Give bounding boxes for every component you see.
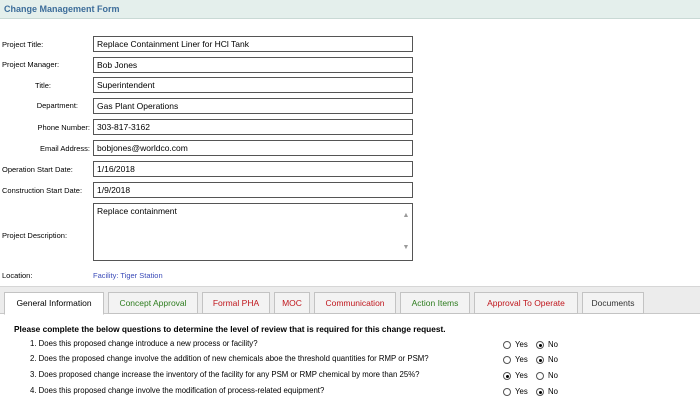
- operation-start-input[interactable]: 1/16/2018: [93, 161, 413, 177]
- radio-no-label: No: [548, 371, 558, 380]
- radio-yes-q3[interactable]: [503, 372, 511, 380]
- question-3: 3. Does proposed change increase the inventory of the facility for any PSM or RMP chemical by more than 25%?: [30, 370, 420, 379]
- tab-formal-pha[interactable]: [202, 292, 270, 314]
- department-input[interactable]: Gas Plant Operations: [93, 98, 413, 114]
- radio-yes-label: Yes: [515, 387, 528, 396]
- project-description-label: Project Description:: [2, 231, 68, 240]
- radio-no-q1[interactable]: [536, 341, 544, 349]
- project-description-text: Replace containment: [97, 206, 177, 216]
- phone-input[interactable]: 303-817-3162: [93, 119, 413, 135]
- radio-no-q4[interactable]: [536, 388, 544, 396]
- project-manager-input[interactable]: Bob Jones: [93, 57, 413, 73]
- tab-label: General Information: [16, 298, 92, 308]
- construction-start-input[interactable]: 1/9/2018: [93, 182, 413, 198]
- radio-yes-q1[interactable]: [503, 341, 511, 349]
- tab-approval-to-operate[interactable]: [474, 292, 578, 314]
- email-input[interactable]: bobjones@worldco.com: [93, 140, 413, 156]
- question-1: 1. Does this proposed change introduce a new process or facility?: [30, 339, 258, 348]
- radio-no-label: No: [548, 387, 558, 396]
- radio-yes-label: Yes: [515, 355, 528, 364]
- tab-label: Communication: [325, 298, 385, 308]
- title-input[interactable]: Superintendent: [93, 77, 413, 93]
- radio-no-label: No: [548, 355, 558, 364]
- location-label: Location:: [2, 271, 33, 280]
- tab-label: Action Items: [411, 298, 459, 308]
- radio-no-q2[interactable]: [536, 356, 544, 364]
- scroll-up-icon[interactable]: ▲: [402, 212, 410, 219]
- page-title: Change Management Form: [4, 4, 120, 14]
- tab-label: Concept Approval: [119, 298, 187, 308]
- tab-general-information[interactable]: [4, 292, 104, 315]
- radio-yes-label: Yes: [515, 340, 528, 349]
- textarea-scrollbar[interactable]: [400, 204, 412, 260]
- location-value: Facility: Tiger Station: [93, 271, 163, 280]
- tab-label: Formal PHA: [212, 298, 260, 308]
- tab-label: Documents: [591, 298, 635, 308]
- tab-communication[interactable]: [314, 292, 396, 314]
- phone-label: Phone Number:: [37, 123, 90, 132]
- title-label: Title:: [35, 81, 51, 90]
- tab-concept-approval[interactable]: [108, 292, 198, 314]
- radio-no-label: No: [548, 340, 558, 349]
- operation-start-label: Operation Start Date:: [2, 165, 73, 174]
- tab-label: Approval To Operate: [487, 298, 565, 308]
- scroll-down-icon[interactable]: ▼: [402, 244, 410, 251]
- radio-no-q3[interactable]: [536, 372, 544, 380]
- department-label: Department:: [36, 101, 78, 110]
- tab-documents[interactable]: [582, 292, 644, 314]
- questions-intro: Please complete the below questions to determine the level of review that is required for this change request.: [14, 324, 446, 334]
- tab-action-items[interactable]: [400, 292, 470, 314]
- tab-moc[interactable]: [274, 292, 310, 314]
- project-title-input[interactable]: Replace Containment Liner for HCl Tank: [93, 36, 413, 52]
- email-label: Email Address:: [39, 144, 90, 153]
- form-header: [0, 0, 700, 19]
- question-2: 2. Does the proposed change involve the addition of new chemicals aboe the threshold quantities for RMP or PSM?: [30, 354, 429, 363]
- tab-bar: [0, 286, 700, 314]
- project-manager-label: Project Manager:: [2, 60, 60, 69]
- radio-yes-label: Yes: [515, 371, 528, 380]
- question-4: 4. Does this proposed change involve the modification of process-related equipment?: [30, 386, 325, 395]
- radio-yes-q2[interactable]: [503, 356, 511, 364]
- project-description-textarea[interactable]: [93, 203, 413, 261]
- tab-label: MOC: [282, 298, 302, 308]
- project-title-label: Project Title:: [2, 40, 44, 49]
- construction-start-label: Construction Start Date:: [2, 186, 83, 195]
- radio-yes-q4[interactable]: [503, 388, 511, 396]
